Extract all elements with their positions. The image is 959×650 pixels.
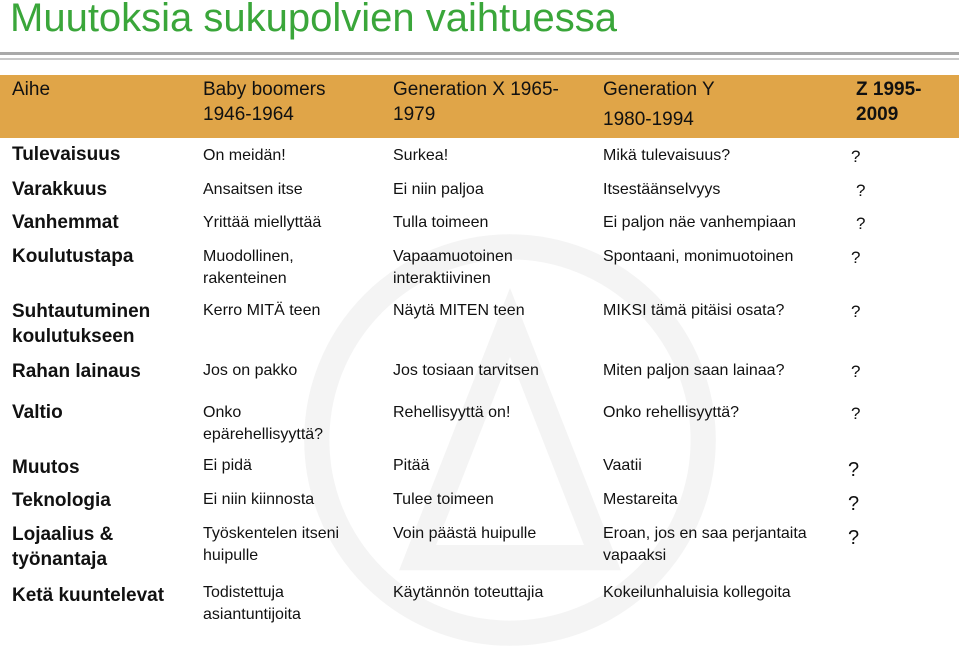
- row-rahan-boomers: Jos on pakko: [203, 362, 298, 379]
- row-suhtautuminen-z: ?: [851, 302, 861, 321]
- row-valtio-z: ?: [851, 404, 861, 423]
- row-tulevaisuus-genx: Surkea!: [393, 147, 449, 164]
- row-koulutustapa-z: ?: [851, 248, 861, 267]
- row-varakkuus-aihe: Varakkuus: [12, 179, 108, 200]
- row-rahan-aihe: Rahan lainaus: [12, 361, 141, 382]
- row-vanhemmat-aihe: Vanhemmat: [12, 212, 119, 233]
- header-z-line2: 2009: [856, 103, 899, 125]
- row-teknologia-z: ?: [848, 493, 860, 515]
- row-keta-genx: Käytännön toteuttajia: [393, 584, 544, 601]
- header-boomers: [203, 78, 326, 127]
- header-z: [856, 78, 921, 127]
- row-teknologia-aihe: Teknologia: [12, 490, 111, 511]
- row-suhtautuminen-boomers: Kerro MITÄ teen: [203, 302, 321, 319]
- title-divider: [0, 52, 959, 55]
- row-koulutustapa-genx-line2: interaktiivinen: [393, 270, 491, 288]
- row-keta-boomers-line2: asiantuntijoita: [203, 606, 301, 624]
- row-koulutustapa-genx-line1: Vapaamuotoinen: [393, 248, 513, 265]
- row-lojaalius-geny: [603, 523, 807, 567]
- row-teknologia-genx: Tulee toimeen: [393, 491, 494, 508]
- row-teknologia-boomers: Ei niin kiinnosta: [203, 491, 315, 508]
- row-suhtautuminen-aihe-line1: Suhtautuminen: [12, 301, 151, 322]
- row-varakkuus-boomers: Ansaitsen itse: [203, 181, 303, 198]
- row-valtio-aihe: Valtio: [12, 402, 63, 423]
- row-tulevaisuus-z: ?: [851, 147, 861, 166]
- row-valtio-boomers-line1: Onko: [203, 404, 242, 421]
- row-muutos-z: ?: [848, 459, 860, 481]
- row-koulutustapa-boomers: [203, 246, 294, 290]
- row-koulutustapa-aihe: Koulutustapa: [12, 246, 134, 267]
- row-lojaalius-z: ?: [848, 527, 860, 549]
- row-muutos-genx: Pitää: [393, 457, 430, 474]
- row-rahan-geny: Miten paljon saan lainaa?: [603, 362, 785, 379]
- row-rahan-z: ?: [851, 362, 861, 381]
- header-genx-line1: Generation X 1965-: [393, 79, 559, 100]
- header-genx-line2: 1979: [393, 103, 436, 125]
- row-varakkuus-genx: Ei niin paljoa: [393, 181, 484, 198]
- header-genx: [393, 78, 559, 127]
- row-valtio-boomers: [203, 402, 323, 446]
- page-title: Muutoksia sukupolvien vaihtuessa: [10, 0, 618, 40]
- row-lojaalius-geny-line2: vapaaksi: [603, 547, 667, 565]
- row-keta-boomers: [203, 582, 301, 626]
- row-lojaalius-aihe-line2: työnantaja: [12, 548, 108, 570]
- header-geny-line1: Generation Y: [603, 79, 715, 100]
- row-koulutustapa-boomers-line2: rakenteinen: [203, 270, 287, 288]
- row-suhtautuminen-genx: Näytä MITEN teen: [393, 302, 525, 319]
- header-aihe: Aihe: [12, 79, 51, 100]
- row-koulutustapa-geny: Spontaani, monimuotoinen: [603, 248, 794, 265]
- row-valtio-boomers-line2: epärehellisyyttä?: [203, 426, 324, 444]
- row-muutos-boomers: Ei pidä: [203, 457, 252, 474]
- row-rahan-genx: Jos tosiaan tarvitsen: [393, 362, 539, 379]
- header-geny: [603, 78, 715, 132]
- row-lojaalius-boomers: [203, 523, 339, 567]
- row-keta-aihe: Ketä kuuntelevat: [12, 585, 165, 606]
- row-varakkuus-z: ?: [856, 181, 866, 200]
- row-lojaalius-geny-line1: Eroan, jos en saa perjantaita: [603, 525, 807, 542]
- row-lojaalius-genx: Voin päästä huipulle: [393, 525, 537, 542]
- row-suhtautuminen-aihe-line2: koulutukseen: [12, 325, 135, 347]
- row-lojaalius-aihe: [12, 523, 113, 572]
- row-keta-geny: Kokeilunhaluisia kollegoita: [603, 584, 791, 601]
- row-suhtautuminen-aihe: [12, 300, 150, 349]
- row-lojaalius-aihe-line1: Lojaalius &: [12, 524, 114, 545]
- row-teknologia-geny: Mestareita: [603, 491, 678, 508]
- row-tulevaisuus-boomers: On meidän!: [203, 147, 286, 164]
- row-koulutustapa-genx: [393, 246, 513, 290]
- row-varakkuus-geny: Itsestäänselvyys: [603, 181, 721, 198]
- header-boomers-line1: Baby boomers: [203, 79, 326, 100]
- row-vanhemmat-boomers: Yrittää miellyttää: [203, 214, 322, 231]
- row-keta-boomers-line1: Todistettuja: [203, 584, 284, 601]
- header-z-line1: Z 1995-: [856, 79, 922, 100]
- row-vanhemmat-genx: Tulla toimeen: [393, 214, 489, 231]
- row-koulutustapa-boomers-line1: Muodollinen,: [203, 248, 294, 265]
- row-vanhemmat-geny: Ei paljon näe vanhempiaan: [603, 214, 797, 231]
- row-lojaalius-boomers-line2: huipulle: [203, 547, 259, 565]
- header-geny-line2: 1980-1994: [603, 108, 694, 130]
- row-tulevaisuus-aihe: Tulevaisuus: [12, 144, 121, 165]
- title-divider-thin: [0, 58, 959, 60]
- header-boomers-line2: 1946-1964: [203, 103, 294, 125]
- row-valtio-genx: Rehellisyyttä on!: [393, 404, 511, 421]
- row-muutos-geny: Vaatii: [603, 457, 642, 474]
- row-tulevaisuus-geny: Mikä tulevaisuus?: [603, 147, 731, 164]
- row-lojaalius-boomers-line1: Työskentelen itseni: [203, 525, 340, 542]
- row-vanhemmat-z: ?: [856, 214, 866, 233]
- row-suhtautuminen-geny: MIKSI tämä pitäisi osata?: [603, 302, 785, 319]
- row-muutos-aihe: Muutos: [12, 457, 80, 478]
- row-valtio-geny: Onko rehellisyyttä?: [603, 404, 740, 421]
